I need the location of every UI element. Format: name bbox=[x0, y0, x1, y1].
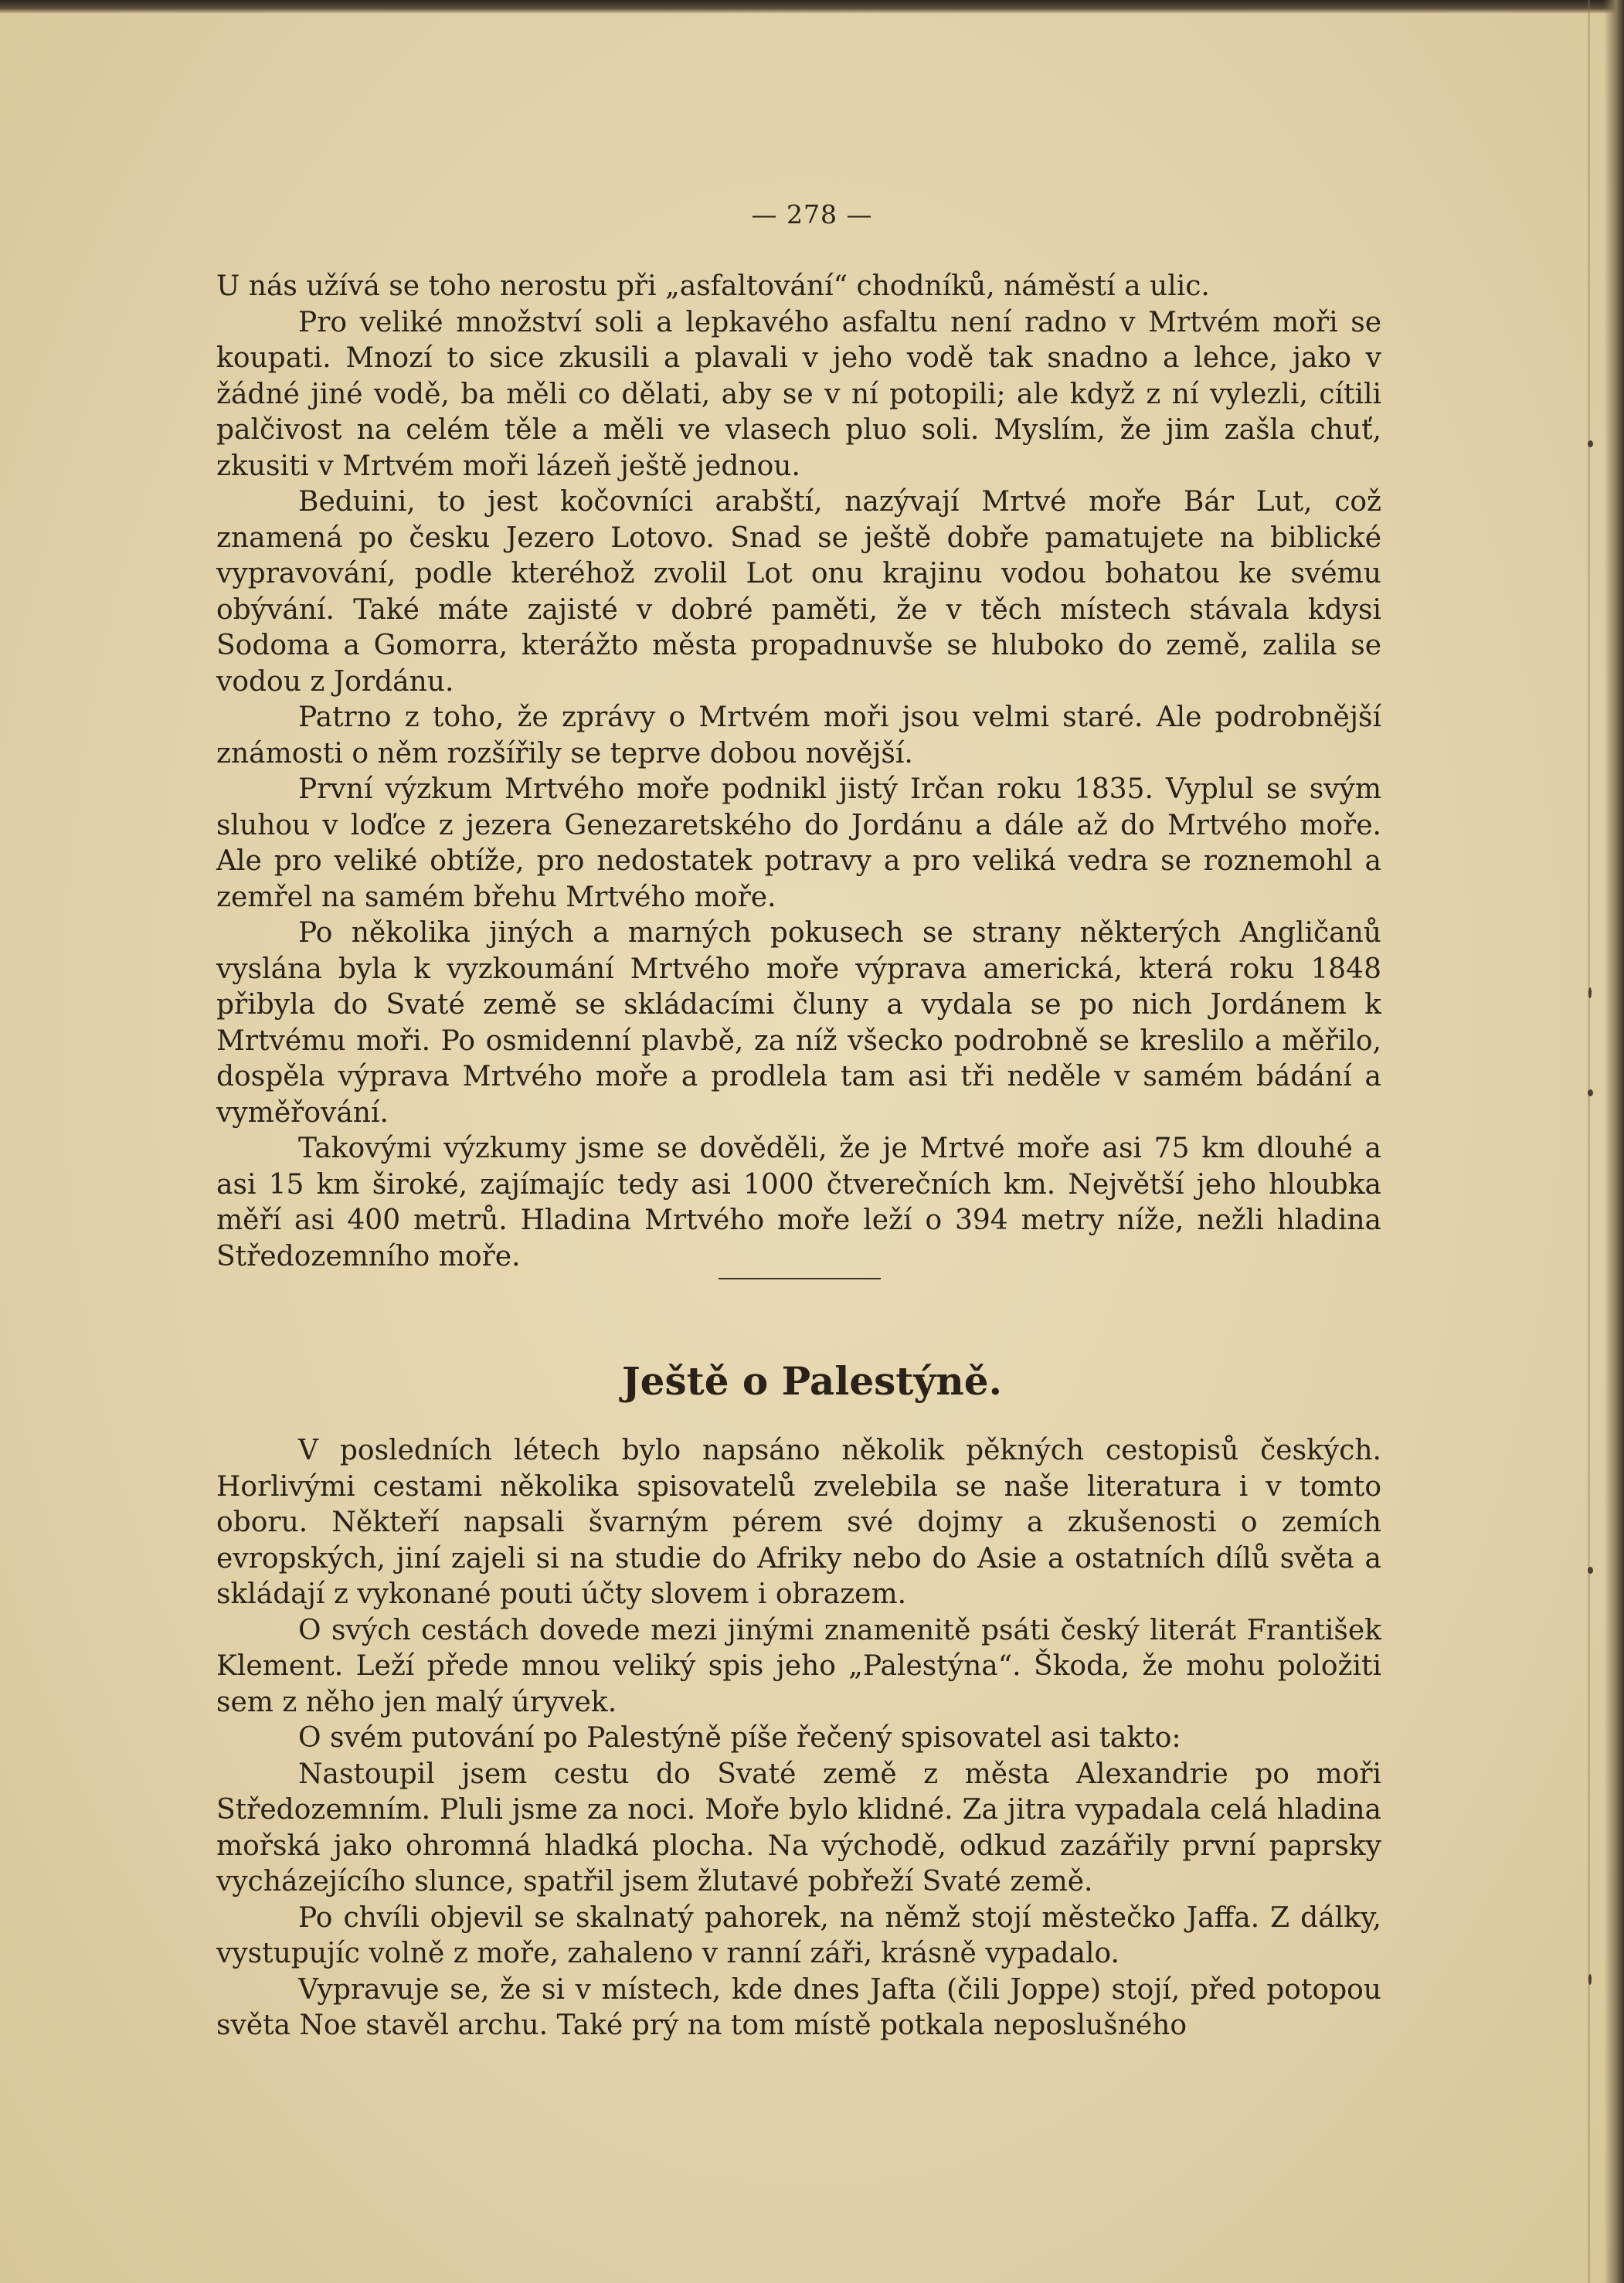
page-number: — 278 — bbox=[751, 199, 873, 229]
section-title: Ještě o Palestýně. bbox=[621, 1358, 1003, 1404]
paragraph: Patrno z toho, že zprávy o Mrtvém moři jsou velmi staré. Ale podrobnější známosti o něm rozšířily se teprve dobou novější. bbox=[216, 702, 1381, 769]
paragraph: Vypravuje se, že si v místech, kde dnes Jafta (čili Joppe) stojí, před potopou světa Noe stavěl archu. Také prý na tom místě potkala neposlušného bbox=[216, 1973, 1381, 2041]
paragraph: O svých cestách dovede mezi jinými znamenitě psáti český literát František Klement. Leží přede mnou veliký spis jeho „Palestýna“. Škoda, že mohu položiti sem z něho jen malý úryvek. bbox=[216, 1614, 1381, 1718]
paragraph: Pro veliké množství soli a lepkavého asfaltu není radno v Mrtvém moři se koupati. Mnozí to sice zkusili a plavali v jeho vodě tak snadno a lehce, jako v žádné jiné vodě, ba měli co dělati, aby se v ní potopili; ale když z ní vylezli, cítili palčivost na celém těle a měli ve vlasech pluo soli. Myslím, že jim zašla chuť, zkusiti v Mrtvém moři lázeň ještě jednou. bbox=[216, 306, 1381, 482]
paragraph: Po chvíli objevil se skalnatý pahorek, na němž stojí městečko Jaffa. Z dálky, vystupujíc volně z moře, zahaleno v ranní záři, krásně vypadalo. bbox=[216, 1901, 1381, 1969]
page-gutter bbox=[1588, 0, 1590, 2283]
paragraph: Nastoupil jsem cestu do Svaté země z města Alexandrie po moři Středozemním. Pluli jsme za noci. Moře bylo klidné. Za jitra vypadala celá hladina mořská jako ohromná hladká plocha. Na východě, odkud zazářily první paprsky vycházejícího slunce, spatřil jsem žlutavé pobřeží Svaté země. bbox=[216, 1758, 1381, 1897]
section-palestine-text bbox=[216, 1433, 1381, 2044]
section-dead-sea-text bbox=[216, 269, 1381, 1275]
paragraph: První výzkum Mrtvého moře podnikl jistý Irčan roku 1835. Vyplul se svým sluhou v loďce z jezera Genezaretského do Jordánu a dále až do Mrtvého moře. Ale pro veliké obtíže, pro nedostatek potravy a pro veliká vedra se roznemohl a zemřel na samém břehu Mrtvého moře. bbox=[216, 773, 1381, 913]
section-divider bbox=[719, 1278, 881, 1279]
paragraph: Beduini, to jest kočovníci arabští, nazývají Mrtvé moře Bár Lut, což znamená po česku Jezero Lotovo. Snad se ještě dobře pamatujete na biblické vypravování, podle kteréhož zvolil Lot onu krajinu vodou bohatou ke svému obývání. Také máte zajisté v dobré paměti, že v těch místech stávala kdysi Sodoma a Gomorra, kterážto města propadnuvše se hluboko do země, zalila se vodou z Jordánu. bbox=[216, 486, 1381, 698]
scan-speck bbox=[1588, 1567, 1593, 1574]
scan-speck bbox=[1588, 1089, 1593, 1096]
scan-speck bbox=[1588, 440, 1593, 447]
paragraph: Takovými výzkumy jsme se dověděli, že je Mrtvé moře asi 75 km dlouhé a asi 15 km široké, zajímajíc tedy asi 1000 čtverečních km. Největší jeho hloubka měří asi 400 metrů. Hladina Mrtvého moře leží o 394 metry níže, nežli hladina Středozemního moře. bbox=[216, 1133, 1381, 1272]
paragraph: Po několika jiných a marných pokusech se strany některých Angličanů vyslána byla k vyzkoumání Mrtvého moře výprava americká, která roku 1848 přibyla do Svaté země se skládacími čluny a vydala se po nich Jordánem k Mrtvému moři. Po osmidenní plavbě, za níž všecko podrobně se kreslilo a měřilo, dospěla výprava Mrtvého moře a prodlela tam asi tři neděle v samém bádání a vyměřování. bbox=[216, 917, 1381, 1129]
scan-top-edge bbox=[0, 0, 1624, 14]
scan-right-edge bbox=[1604, 0, 1624, 2283]
paragraph: V posledních létech bylo napsáno několik pěkných cestopisů českých. Horlivými cestami několika spisovatelů zvelebila se naše literatura i v tomto oboru. Někteří napsali švarným pérem své dojmy a zkušenosti o zemích evropských, jiní zajeli si na studie do Afriky nebo do Asie a ostatních dílů světa a skládají z vykonané pouti účty slovem i obrazem. bbox=[216, 1435, 1381, 1610]
scan-speck bbox=[1588, 1974, 1592, 1985]
scan-speck bbox=[1588, 987, 1592, 998]
paragraph: U nás užívá se toho nerostu při „asfaltování“ chodníků, náměstí a ulic. bbox=[216, 270, 1210, 302]
paragraph: O svém putování po Palestýně píše řečený spisovatel asi takto: bbox=[298, 1722, 1181, 1754]
